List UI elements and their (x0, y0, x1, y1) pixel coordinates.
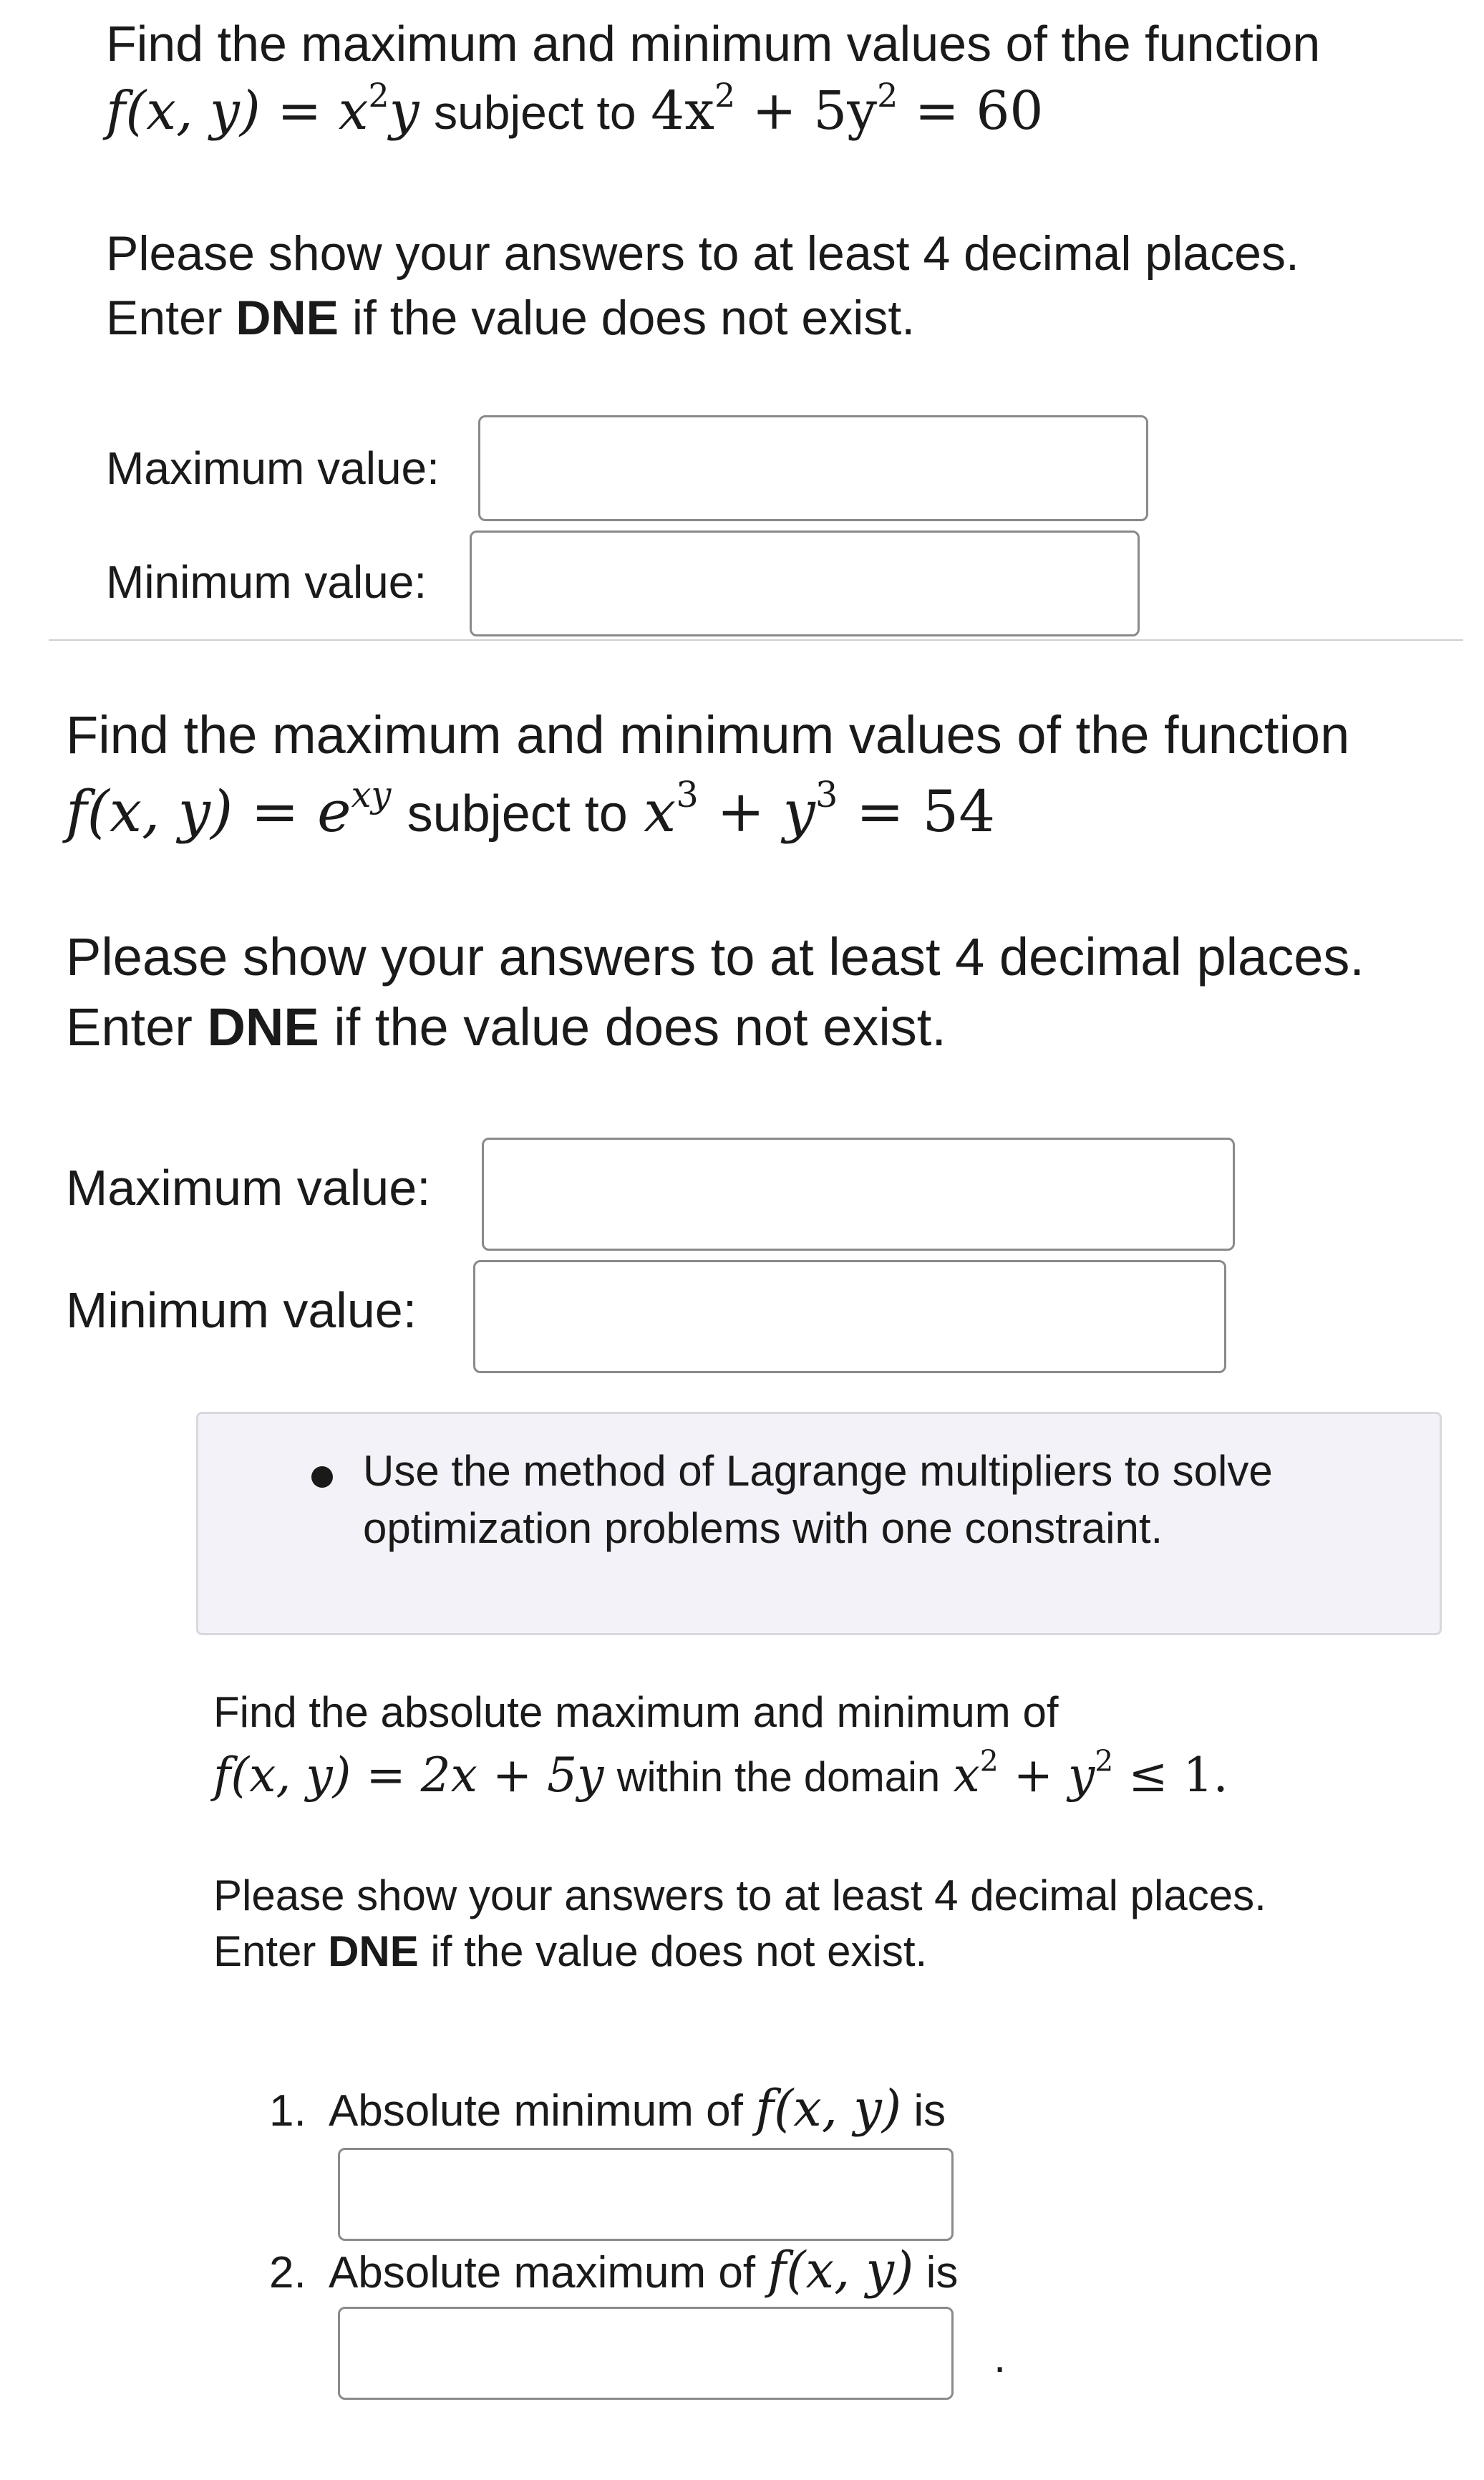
problem-2-prompt: Find the maximum and minimum values of the function (66, 705, 1350, 765)
problem-1-instruction-2-post: if the value does not exist. (339, 291, 916, 345)
problem-3-dne: DNE (328, 1927, 419, 1975)
problem-1-func-lhs: f(x, y) = x (106, 80, 369, 142)
problem-2-min-label: Minimum value: (66, 1282, 417, 1338)
problem-2-min-input[interactable] (473, 1260, 1226, 1373)
problem-3-item-2-number: 2. (269, 2248, 306, 2297)
problem-3-item-1 (269, 2079, 946, 2138)
problem-3-function (213, 1744, 1228, 1803)
problem-3-item-1-math: f(x, y) (755, 2079, 902, 2138)
problem-2-constraint-a-exp: 3 (676, 774, 699, 816)
problem-1-instruction-2-pre: Enter (106, 291, 236, 345)
problem-1-max-input[interactable] (478, 415, 1148, 521)
problem-1-instruction-1: Please show your answers to at least 4 decimal places. (106, 226, 1299, 281)
problem-2-dne: DNE (207, 997, 319, 1057)
problem-1-func-rest: y (389, 80, 420, 142)
problem-2-subject-to: subject to (407, 785, 628, 843)
problem-2-instruction-2-post: if the value does not exist. (319, 997, 946, 1057)
problem-3-item-1-is: is (913, 2086, 946, 2136)
problem-3-trailing-period: . (994, 2333, 1007, 2382)
problem-2-func-exp: xy (351, 774, 392, 816)
problem-2-constraint-b-exp: 3 (815, 774, 838, 816)
problem-3-domain-b-exp: 2 (1095, 1744, 1114, 1779)
problem-3-prompt: Find the absolute maximum and minimum of (213, 1688, 1059, 1736)
objective-line-1: Use the method of Lagrange multipliers to solve (363, 1447, 1273, 1495)
problem-3-instruction-2-pre: Enter (213, 1927, 329, 1975)
problem-3-instruction-1: Please show your answers to at least 4 decimal places. (213, 1871, 1266, 1919)
problem-2-function (66, 774, 996, 845)
problem-3-instruction-2 (213, 1927, 928, 1975)
problem-2-instruction-1: Please show your answers to at least 4 decimal places. (66, 927, 1364, 987)
problem-3-item-2-text: Absolute maximum of (328, 2248, 756, 2297)
problem-2-constraint-a: x (644, 778, 676, 845)
problem-3-domain-a: x (953, 1748, 980, 1803)
problem-1-subject-to: subject to (434, 86, 636, 139)
problem-3-item-2 (269, 2241, 959, 2300)
problem-3-item-1-text: Absolute minimum of (328, 2086, 743, 2136)
problem-3-domain-a-exp: 2 (979, 1744, 999, 1779)
problem-2-instruction-2-pre: Enter (66, 997, 208, 1057)
problem-3-item-2-math: f(x, y) (767, 2241, 914, 2300)
problem-1-constraint-a-exp: 2 (714, 75, 736, 115)
problem-3-item-1-number: 1. (269, 2086, 306, 2136)
problem-1-instruction-2 (106, 291, 916, 345)
problem-1-constraint-a: 4x (651, 80, 714, 142)
problem-1-func-exp: 2 (368, 75, 389, 115)
problem-2-func-lhs: f(x, y) = e (66, 778, 351, 845)
problem-1-dne: DNE (236, 291, 339, 345)
problem-3-domain-b: + y (998, 1748, 1095, 1803)
problem-1-constraint-b: + 5y (735, 80, 878, 142)
problem-1-constraint-b-exp: 2 (877, 75, 898, 115)
problem-1-min-input[interactable] (470, 531, 1140, 636)
bullet-icon (311, 1466, 333, 1488)
problem-3-domain-rhs: ≤ 1. (1113, 1748, 1228, 1803)
objective-line-2: optimization problems with one constraint. (363, 1504, 1163, 1552)
problem-2-constraint-rhs: = 54 (838, 778, 996, 845)
problem-2-max-label: Maximum value: (66, 1160, 431, 1216)
problem-3-instruction-2-post: if the value does not exist. (418, 1927, 928, 1975)
objective-panel (196, 1412, 1442, 1635)
problem-3-max-input[interactable] (338, 2307, 954, 2400)
problem-2-constraint-b: + y (698, 778, 815, 845)
problem-1-min-label: Minimum value: (106, 556, 427, 608)
problem-2-max-input[interactable] (482, 1138, 1235, 1251)
problem-3-within: within the domain (616, 1754, 941, 1801)
section-divider (49, 639, 1463, 641)
problem-3-min-input[interactable] (338, 2148, 954, 2241)
problem-3-func: f(x, y) = 2x + 5y (213, 1748, 604, 1803)
problem-1-max-label: Maximum value: (106, 442, 440, 494)
problem-3-item-2-is: is (926, 2248, 959, 2297)
problem-1-prompt: Find the maximum and minimum values of the function (106, 16, 1321, 72)
problem-2-instruction-2 (66, 997, 946, 1057)
problem-1-function (106, 75, 1044, 142)
problem-1-constraint-rhs: = 60 (898, 80, 1044, 142)
